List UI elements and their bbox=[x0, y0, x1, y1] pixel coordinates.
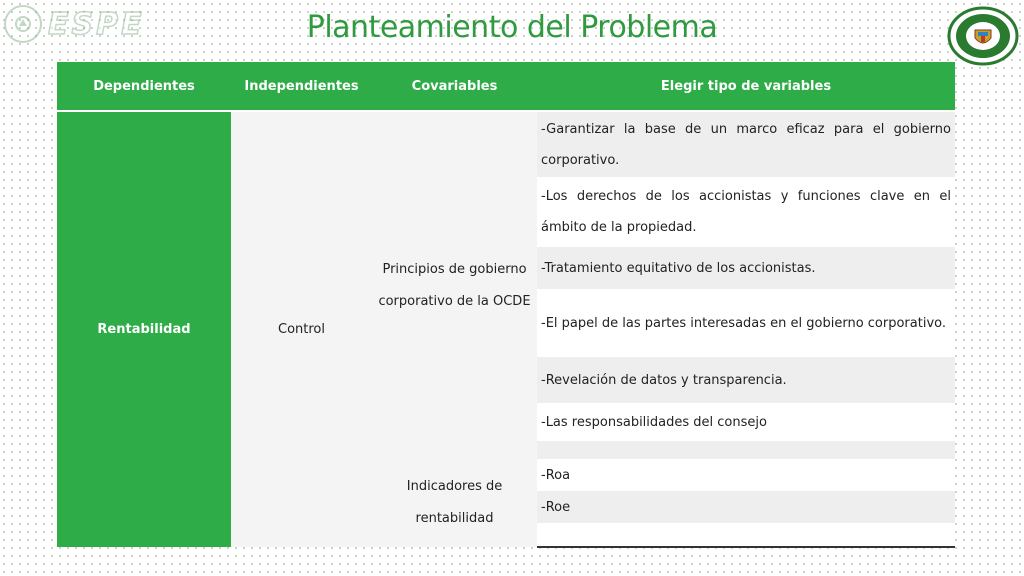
empty-option bbox=[537, 523, 955, 547]
column-header-tipo-variables: Elegir tipo de variables bbox=[537, 62, 955, 111]
column-header-independientes: Independientes bbox=[231, 62, 372, 111]
option-item: -Tratamiento equitativo de los accionistas. bbox=[537, 247, 955, 289]
logo-left-text: ESPE bbox=[48, 6, 145, 42]
option-item: -Roa bbox=[537, 459, 955, 491]
option-item: -Revelación de datos y transparencia. bbox=[537, 357, 955, 403]
cell-independiente: Control bbox=[231, 111, 372, 547]
column-header-dependientes: Dependientes bbox=[57, 62, 231, 111]
page-title: Planteamiento del Problema bbox=[306, 10, 718, 45]
option-item: -El papel de las partes interesadas en el gobierno corporativo. bbox=[537, 289, 955, 357]
empty-option bbox=[537, 441, 955, 459]
option-item: -Garantizar la base de un marco eficaz para el gobierno corporativo. bbox=[537, 111, 955, 177]
cell-covariable-ocde: Principios de gobierno corporativo de la OCDE bbox=[372, 111, 537, 459]
cell-covariable-rentabilidad: Indicadores de rentabilidad bbox=[372, 459, 537, 547]
espe-seal-icon bbox=[946, 6, 1020, 66]
option-item: -Roe bbox=[537, 491, 955, 523]
option-item: -Los derechos de los accionistas y funciones clave en el ámbito de la propiedad. bbox=[537, 177, 955, 247]
cell-dependiente: Rentabilidad bbox=[57, 111, 231, 547]
option-item: -Las responsabilidades del consejo bbox=[537, 403, 955, 441]
variables-table bbox=[57, 62, 955, 548]
column-header-covariables: Covariables bbox=[372, 62, 537, 111]
